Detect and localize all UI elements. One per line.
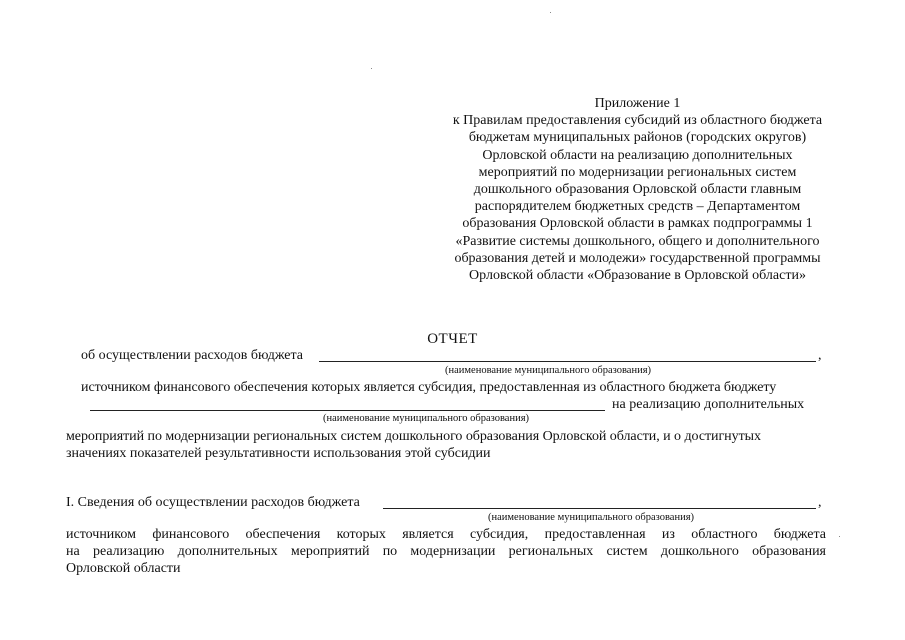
appendix-line: Орловской области «Образование в Орловской области» — [469, 268, 806, 284]
scan-speck — [839, 536, 840, 537]
report-line4: мероприятий по модернизации региональных систем дошкольного образования Орловской области, и о достигнутых — [66, 429, 761, 444]
report-line1-suffix: , — [818, 348, 822, 363]
caption-municipality-1: (наименование муниципального образования) — [445, 365, 652, 376]
appendix-line: «Развитие системы дошкольного, общего и дополнительного — [455, 233, 820, 249]
appendix-line: образования детей и молодежи» государственной программы — [454, 250, 821, 266]
caption-municipality-2: (наименование муниципального образования) — [323, 413, 530, 424]
appendix-line: Орловской области на реализацию дополнительных — [482, 147, 793, 163]
scan-speck — [371, 68, 372, 69]
section1-text-line3: Орловской области — [66, 561, 181, 576]
municipality-blank-3[interactable] — [383, 508, 816, 509]
appendix-header — [425, 95, 850, 284]
caption-municipality-3: (наименование муниципального образования) — [488, 512, 695, 523]
scan-speck — [550, 12, 551, 13]
municipality-blank-2[interactable] — [90, 410, 605, 411]
municipality-blank-1[interactable] — [319, 361, 816, 362]
report-line5: значениях показателей результативности использования этой субсидии — [66, 446, 491, 461]
appendix-line: образования Орловской области в рамках подпрограммы 1 — [462, 216, 813, 232]
appendix-line: к Правилам предоставления субсидий из областного бюджета — [452, 113, 823, 129]
report-line1-prefix: об осуществлении расходов бюджета — [81, 348, 304, 363]
report-line3-suffix: на реализацию дополнительных — [612, 397, 805, 412]
report-line2: источником финансового обеспечения которых является субсидия, предоставленная из областного бюджета бюджету — [81, 380, 777, 395]
section1-text-line1: источником финансового обеспечения которых является субсидия, предоставленная из областного бюджета — [66, 527, 826, 542]
section1-heading: I. Сведения об осуществлении расходов бюджета — [66, 495, 360, 510]
appendix-line: распорядителем бюджетных средств – Департаментом — [474, 199, 801, 215]
appendix-line: бюджетам муниципальных районов (городских округов) — [468, 130, 807, 146]
appendix-line: Приложение 1 — [594, 96, 681, 111]
section1-text-line2: на реализацию дополнительных мероприятий по модернизации региональных систем дошкольного образования — [66, 544, 826, 559]
report-title: ОТЧЕТ — [427, 331, 478, 347]
section1-heading-suffix: , — [818, 495, 822, 510]
appendix-line: мероприятий по модернизации региональных систем — [478, 164, 797, 180]
appendix-line: дошкольного образования Орловской области главным — [473, 182, 802, 198]
